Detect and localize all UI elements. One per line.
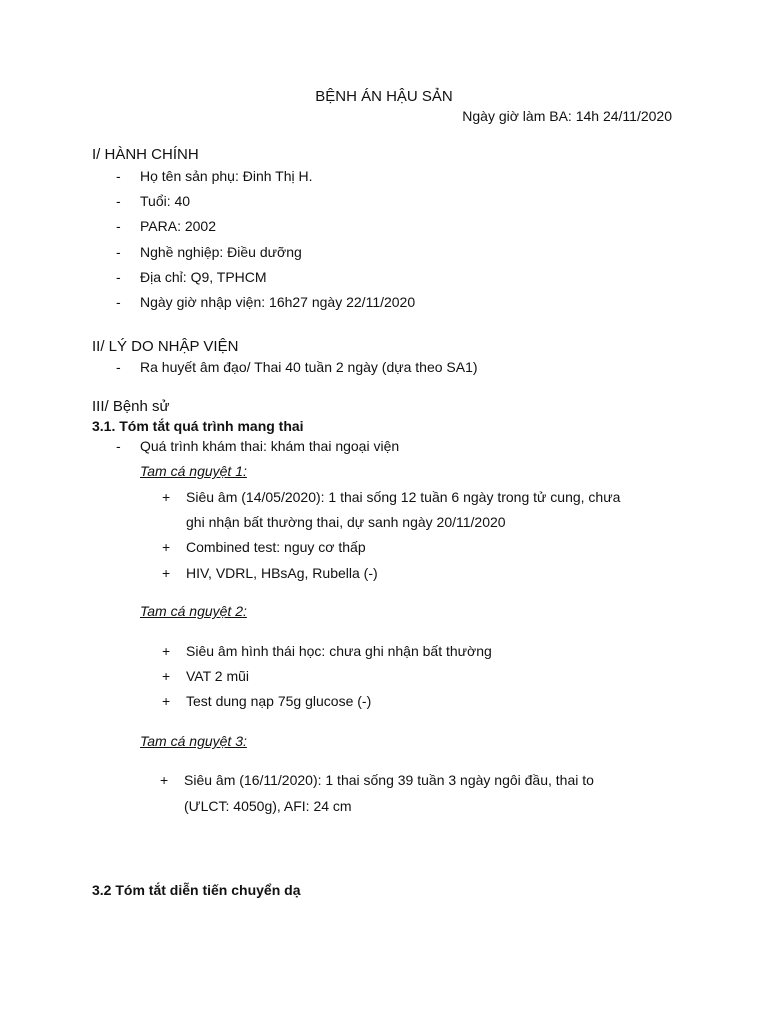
section-3-heading: III/ Bệnh sử [92, 398, 170, 415]
patient-address: Địa chỉ: Q9, TPHCM [140, 269, 267, 285]
subsection-3-2-heading: 3.2 Tóm tắt diễn tiến chuyển dạ [92, 882, 301, 898]
bullet-dash: - [116, 294, 121, 310]
prenatal-care: Quá trình khám thai: khám thai ngoại viện [140, 438, 400, 454]
tri1-combined-test: Combined test: nguy cơ thấp [186, 539, 366, 555]
patient-para: PARA: 2002 [140, 218, 217, 234]
tri1-serology: HIV, VDRL, HBsAg, Rubella (-) [186, 565, 378, 581]
bullet-plus: + [162, 643, 171, 659]
bullet-dash: - [116, 168, 121, 184]
patient-age: Tuổi: 40 [140, 193, 191, 209]
bullet-plus: + [162, 668, 171, 684]
admission-reason: Ra huyết âm đạo/ Thai 40 tuần 2 ngày (dựa theo SA1) [140, 359, 478, 375]
section-2-heading: II/ LÝ DO NHẬP VIỆN [92, 338, 239, 355]
trimester-2-label: Tam cá nguyệt 2: [140, 603, 247, 619]
patient-name: Họ tên sản phụ: Đinh Thị H. [140, 168, 313, 184]
tri2-glucose-test: Test dung nạp 75g glucose (-) [186, 693, 372, 709]
bullet-plus: + [162, 489, 171, 505]
bullet-dash: - [116, 438, 121, 454]
trimester-1-label: Tam cá nguyệt 1: [140, 463, 247, 479]
tri1-ultrasound-line1: Siêu âm (14/05/2020): 1 thai sống 12 tuần 6 ngày trong tử cung, chưa [186, 489, 621, 505]
subsection-3-1-heading: 3.1. Tóm tắt quá trình mang thai [92, 418, 304, 434]
bullet-plus: + [162, 539, 171, 555]
admission-time: Ngày giờ nhập viện: 16h27 ngày 22/11/2020 [140, 294, 416, 310]
bullet-plus: + [162, 693, 171, 709]
tri2-vaccination: VAT 2 mũi [186, 668, 250, 684]
section-1-heading: I/ HÀNH CHÍNH [92, 146, 199, 163]
document-date: Ngày giờ làm BA: 14h 24/11/2020 [462, 108, 672, 124]
trimester-3-label: Tam cá nguyệt 3: [140, 733, 247, 749]
tri3-ultrasound-line1: Siêu âm (16/11/2020): 1 thai sống 39 tuần 3 ngày ngôi đầu, thai to [184, 772, 594, 788]
bullet-dash: - [116, 218, 121, 234]
patient-occupation: Nghề nghiệp: Điều dưỡng [140, 244, 302, 260]
tri1-ultrasound-line2: ghi nhận bất thường thai, dự sanh ngày 20/11/2020 [186, 514, 506, 530]
bullet-plus: + [160, 772, 169, 788]
tri2-morphology-ultrasound: Siêu âm hình thái học: chưa ghi nhận bất thường [186, 643, 492, 659]
tri3-ultrasound-line2: (ƯLCT: 4050g), AFI: 24 cm [184, 798, 352, 814]
bullet-plus: + [162, 565, 171, 581]
document-title: BỆNH ÁN HẬU SẢN [315, 88, 453, 105]
bullet-dash: - [116, 244, 121, 260]
bullet-dash: - [116, 193, 121, 209]
bullet-dash: - [116, 359, 121, 375]
bullet-dash: - [116, 269, 121, 285]
